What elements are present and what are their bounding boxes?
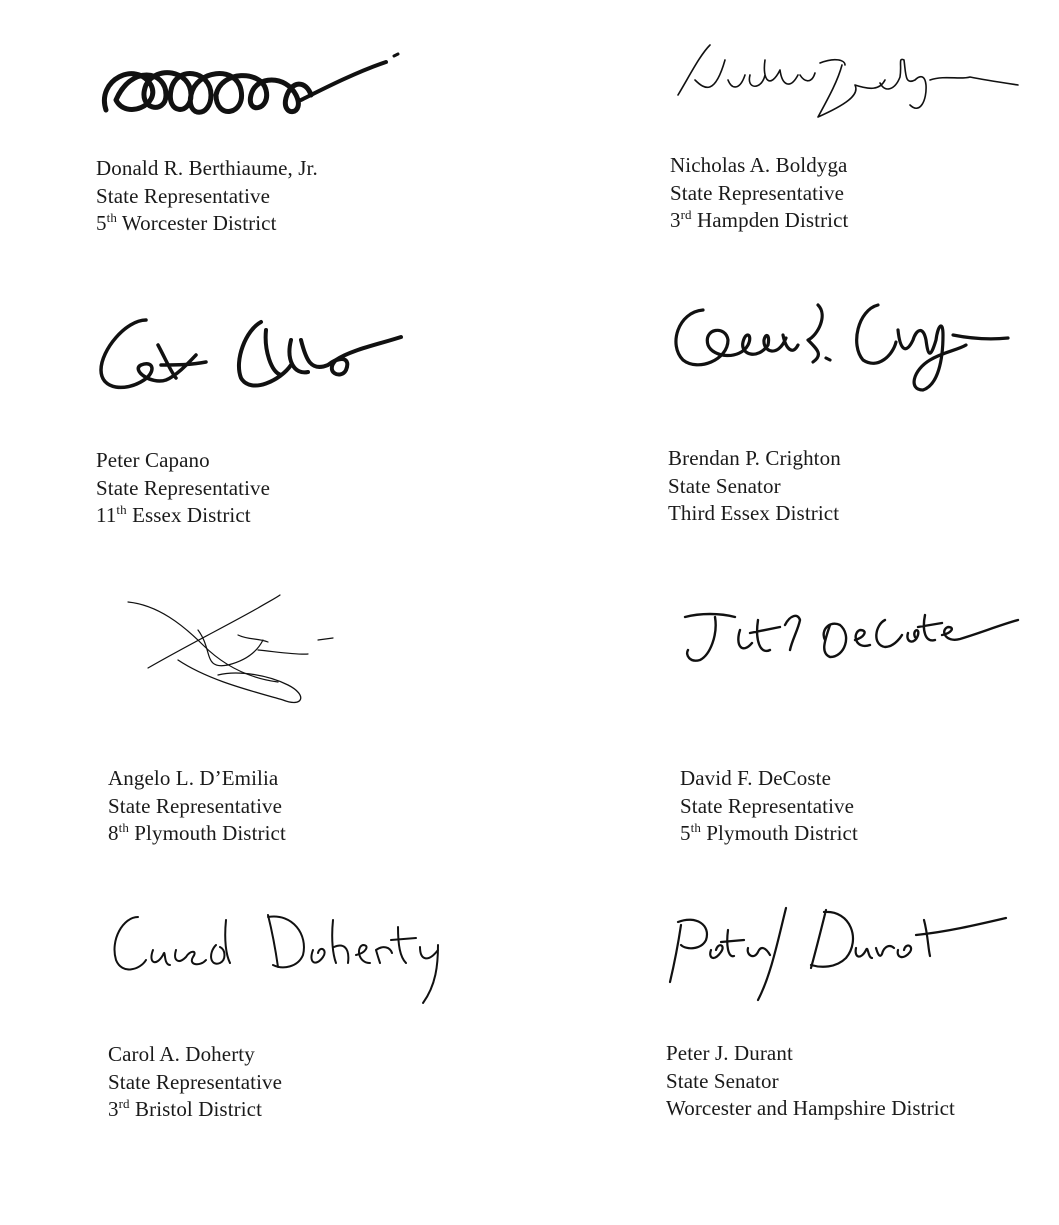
district-name: Worcester and Hampshire District (666, 1096, 955, 1120)
district-name: Plymouth District (700, 821, 858, 845)
handwritten-signature-crighton (668, 290, 1028, 400)
signer-name: Angelo L. D’Emilia (108, 766, 279, 790)
district-name: Third Essex District (668, 501, 840, 525)
district-ordinal-suffix: th (116, 502, 127, 517)
signer-district (108, 1096, 282, 1124)
signer-title: State Representative (108, 793, 283, 818)
district-ordinal: 3 (670, 208, 681, 232)
district-name: Bristol District (129, 1097, 263, 1121)
signer-name: Brendan P. Crighton (668, 446, 841, 470)
handwritten-signature-demilia (108, 590, 468, 720)
signer-name: Nicholas A. Boldyga (670, 153, 848, 177)
signer-district (96, 502, 270, 530)
district-ordinal-suffix: th (118, 820, 129, 835)
district-name: Hampden District (691, 208, 849, 232)
signer-title: State Representative (680, 793, 855, 818)
signer-name: Peter J. Durant (666, 1041, 793, 1065)
signer-text-block (670, 152, 848, 235)
district-ordinal: 11 (96, 503, 117, 527)
district-name: Plymouth District (128, 821, 286, 845)
handwritten-signature-decoste (680, 595, 1040, 705)
signer-district (96, 210, 318, 238)
district-ordinal: 8 (108, 821, 119, 845)
district-name: Worcester District (116, 211, 277, 235)
district-ordinal: 5 (680, 821, 691, 845)
signer-title: State Representative (96, 475, 271, 500)
signer-name: David F. DeCoste (680, 766, 831, 790)
signer-name: Peter Capano (96, 448, 210, 472)
district-ordinal-suffix: th (106, 210, 117, 225)
district-ordinal-suffix: th (690, 820, 701, 835)
district-ordinal-suffix: rd (118, 1096, 130, 1111)
signer-title: State Senator (666, 1068, 779, 1093)
handwritten-signature-doherty (108, 905, 488, 1020)
signer-district (680, 820, 858, 848)
signer-text-block (96, 447, 270, 530)
signer-title: State Representative (670, 180, 845, 205)
handwritten-signature-capano (96, 310, 456, 420)
signer-district (668, 500, 841, 528)
signer-title: State Representative (96, 183, 271, 208)
signer-district (666, 1095, 955, 1123)
signer-district (670, 207, 848, 235)
signer-district (108, 820, 286, 848)
handwritten-signature-boldyga (670, 35, 1030, 145)
handwritten-signature-durant (666, 900, 1026, 1010)
district-name: Essex District (126, 503, 251, 527)
handwritten-signature-berthiaume (96, 40, 456, 150)
signer-text-block (96, 155, 318, 238)
district-ordinal-suffix: rd (680, 207, 692, 222)
signer-name: Carol A. Doherty (108, 1042, 255, 1066)
signer-text-block (668, 445, 841, 528)
signer-title: State Representative (108, 1069, 283, 1094)
signer-text-block (666, 1040, 955, 1123)
district-ordinal: 3 (108, 1097, 119, 1121)
signer-text-block (108, 765, 286, 848)
signer-title: State Senator (668, 473, 781, 498)
signer-text-block (680, 765, 858, 848)
signer-text-block (108, 1041, 282, 1124)
signer-name: Donald R. Berthiaume, Jr. (96, 156, 318, 180)
district-ordinal: 5 (96, 211, 107, 235)
